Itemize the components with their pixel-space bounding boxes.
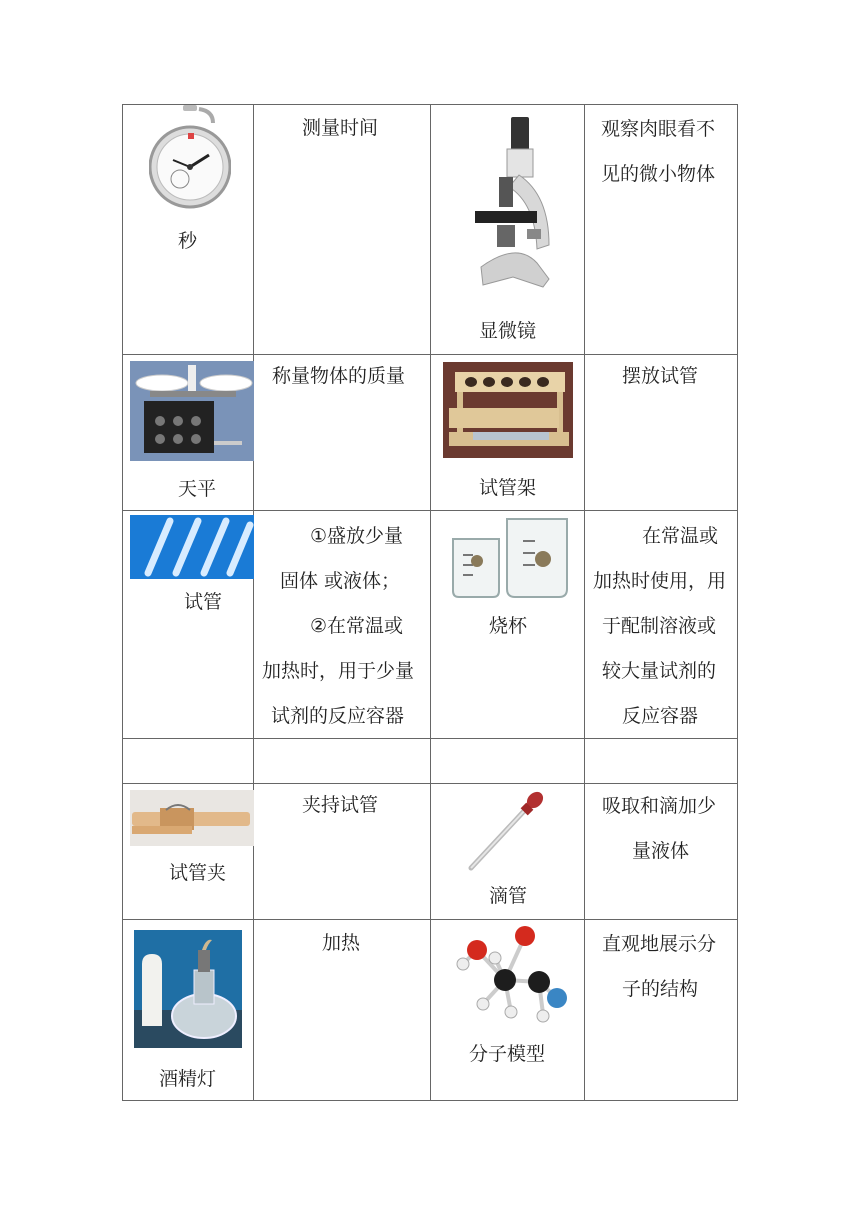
- usage-text: 夹持试管: [302, 794, 379, 816]
- usage-cell: [585, 355, 738, 511]
- instrument-cell: [123, 920, 254, 1101]
- usage-text: 固体 或液体；: [280, 570, 401, 592]
- instrument-cell: [431, 920, 585, 1101]
- usage-text: ②在常温或: [310, 615, 404, 637]
- molecule-model-image: [455, 924, 571, 1028]
- empty-cell: [123, 739, 254, 784]
- test-tube-rack-image: [443, 362, 573, 458]
- usage-text: ①盛放少量: [310, 525, 404, 547]
- instrument-cell: [123, 105, 254, 355]
- test-tube-clamp-image: [130, 790, 254, 846]
- usage-text: 吸取和滴加少: [602, 795, 717, 817]
- usage-text: 加热时使用，用: [593, 570, 727, 592]
- instrument-name: 烧杯: [489, 615, 528, 637]
- instrument-name: 秒: [178, 230, 198, 252]
- balance-image: [130, 361, 254, 461]
- table-row: [123, 355, 738, 511]
- usage-text: 量液体: [632, 840, 690, 862]
- empty-cell: [585, 739, 738, 784]
- table-row: [123, 511, 738, 739]
- instrument-name: 酒精灯: [159, 1068, 217, 1090]
- usage-text: 子的结构: [622, 978, 699, 1000]
- table-row: [123, 920, 738, 1101]
- instrument-name: 试管夹: [169, 862, 227, 884]
- instrument-cell: [431, 784, 585, 920]
- instrument-cell: [431, 355, 585, 511]
- instrument-cell: [123, 355, 254, 511]
- usage-text: 加热时，用于少量: [262, 660, 415, 682]
- dropper-image: [465, 788, 551, 872]
- usage-text: 试剂的反应容器: [271, 705, 405, 727]
- instrument-name: 天平: [178, 478, 217, 500]
- usage-text: 在常温或: [642, 525, 719, 547]
- usage-cell: [254, 784, 431, 920]
- usage-cell: [585, 511, 738, 739]
- instrument-cell: [123, 784, 254, 920]
- instrument-table: [122, 104, 738, 1101]
- usage-cell: [585, 105, 738, 355]
- usage-text: 直观地展示分: [602, 933, 717, 955]
- beakers-image: [447, 515, 573, 599]
- usage-text: 称量物体的质量: [272, 365, 406, 387]
- usage-text: 观察肉眼看不: [601, 118, 716, 140]
- usage-cell: [254, 355, 431, 511]
- usage-cell: [254, 920, 431, 1101]
- instrument-name: 试管架: [479, 477, 537, 499]
- usage-text: 反应容器: [622, 705, 699, 727]
- usage-cell: [585, 920, 738, 1101]
- empty-cell: [254, 739, 431, 784]
- usage-text: 加热: [322, 932, 361, 954]
- instrument-cell: [431, 105, 585, 355]
- table-row: [123, 784, 738, 920]
- usage-text: 于配制溶液或: [602, 615, 717, 637]
- usage-text: 摆放试管: [622, 365, 699, 387]
- usage-text: 测量时间: [302, 117, 379, 139]
- empty-cell: [431, 739, 585, 784]
- microscope-image: [461, 115, 555, 299]
- usage-cell: [254, 511, 431, 739]
- stopwatch-image: [149, 105, 231, 221]
- usage-cell: [585, 784, 738, 920]
- table-row: [123, 739, 738, 784]
- instrument-name: 显微镜: [479, 320, 537, 342]
- test-tubes-image: [130, 515, 254, 579]
- instrument-name: 试管: [184, 591, 223, 613]
- usage-text: 较大量试剂的: [602, 660, 717, 682]
- usage-cell: [254, 105, 431, 355]
- usage-text: 见的微小物体: [601, 163, 716, 185]
- table-row: [123, 105, 738, 355]
- instrument-name: 分子模型: [469, 1043, 546, 1065]
- alcohol-lamp-image: [134, 930, 242, 1048]
- instrument-cell: [431, 511, 585, 739]
- instrument-name: 滴管: [489, 885, 528, 907]
- instrument-cell: [123, 511, 254, 739]
